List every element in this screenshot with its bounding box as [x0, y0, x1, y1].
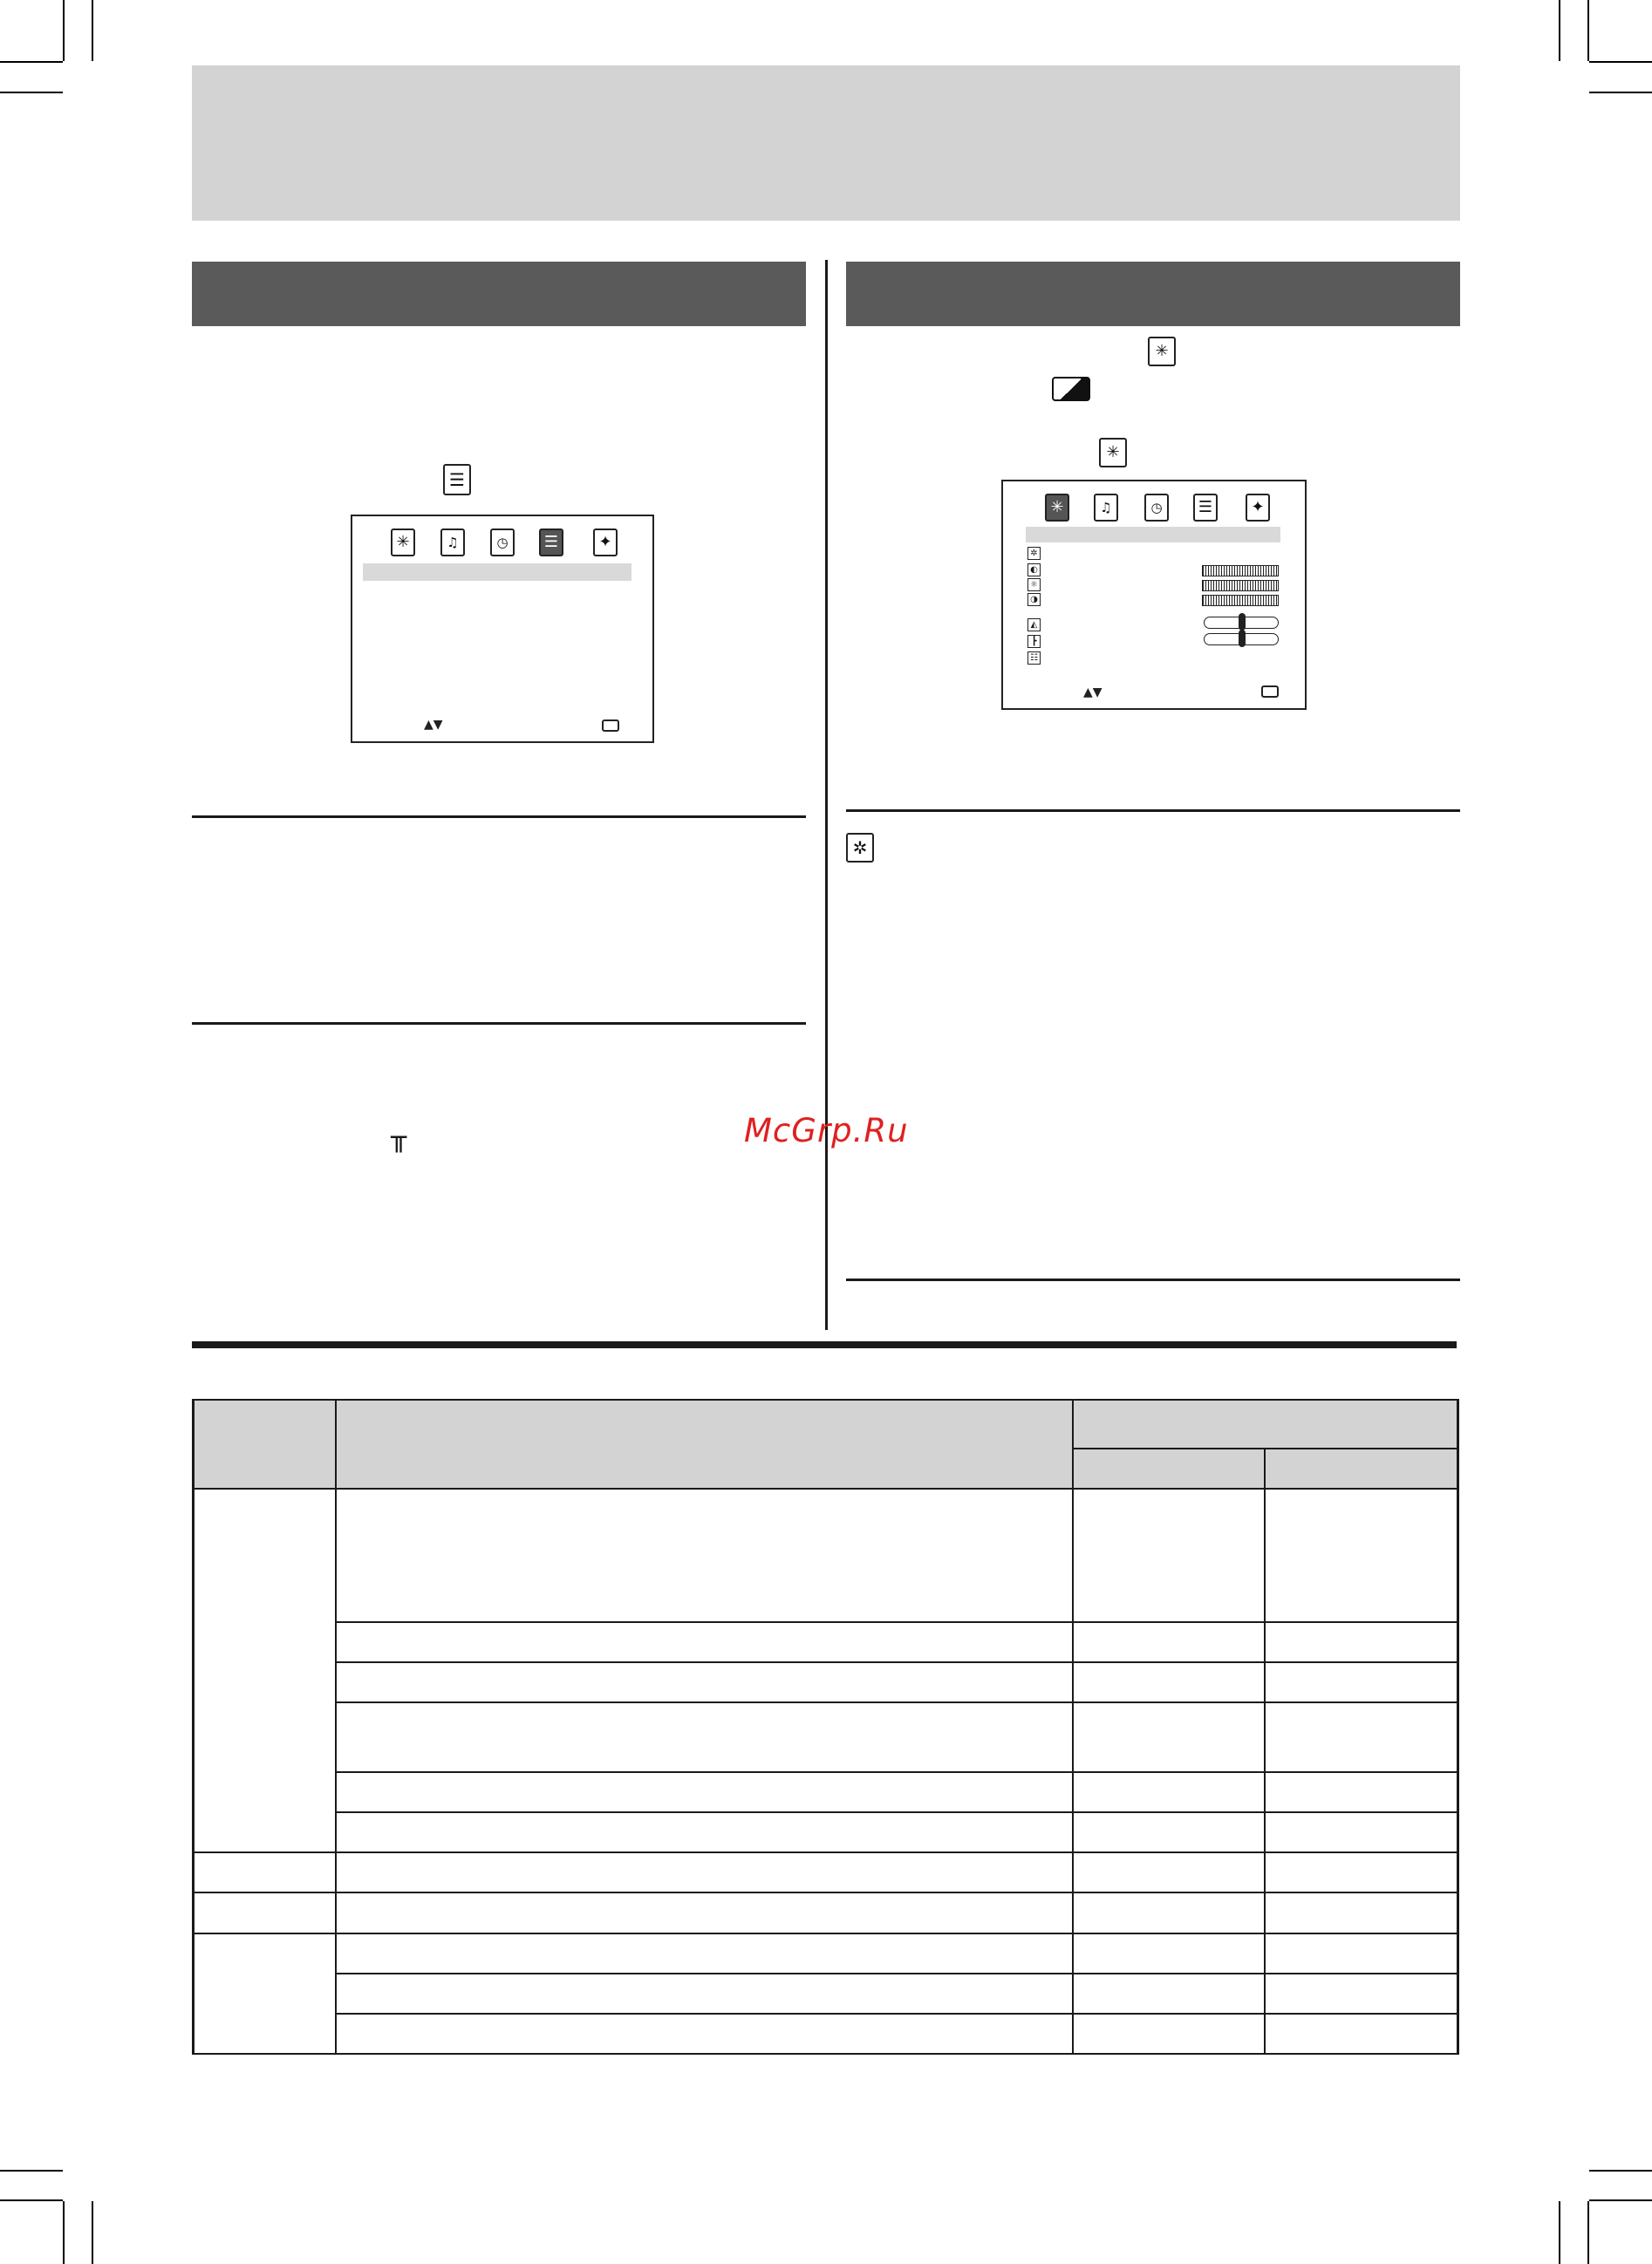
crop-mark	[1589, 61, 1652, 63]
setup-icon: ☰	[1193, 494, 1218, 522]
table-cell	[194, 1852, 336, 1892]
highlight-band	[1026, 527, 1280, 542]
table-cell	[1073, 1662, 1265, 1702]
settings-table	[192, 1399, 1459, 2055]
table-cell	[194, 1489, 336, 1852]
tint-icon: ┣	[1027, 635, 1041, 648]
contrast-icon: ◐	[1027, 563, 1041, 576]
table-cell	[336, 1812, 1073, 1852]
table-cell	[1265, 1812, 1458, 1852]
feature-icon: ✦	[1246, 494, 1270, 522]
table-header-row	[194, 1400, 1458, 1449]
picture-icon: ✳	[1099, 438, 1127, 467]
header-cell	[1265, 1449, 1458, 1489]
sharpness-icon: ◭	[1027, 618, 1041, 631]
table-cell	[1073, 1892, 1265, 1933]
brightness-level-bar	[1202, 580, 1279, 591]
table-cell	[1265, 1489, 1458, 1621]
table-row	[194, 1489, 1458, 1621]
table-cell	[1265, 1702, 1458, 1772]
table-cell	[336, 1933, 1073, 1974]
menu-button-icon	[602, 719, 619, 732]
table-cell	[336, 1974, 1073, 2014]
table-row	[194, 1852, 1458, 1892]
table-cell	[336, 1622, 1073, 1662]
table-cell	[1073, 1852, 1265, 1892]
table-cell	[194, 1933, 336, 2054]
timer-icon: ◷	[490, 528, 515, 556]
table-cell	[1265, 1974, 1458, 2014]
table-row	[194, 1702, 1458, 1772]
table-cell	[1073, 1933, 1265, 1974]
table-cell	[1073, 1974, 1265, 2014]
setup-icon: ☰	[539, 528, 563, 556]
crop-mark	[0, 92, 63, 93]
table-cell	[336, 1662, 1073, 1702]
table-cell	[1265, 1852, 1458, 1892]
picture-icon: ✳	[1148, 337, 1176, 366]
contrast-button-icon	[1052, 377, 1090, 401]
table-cell	[336, 2014, 1073, 2054]
right-section-header	[846, 262, 1460, 326]
timer-icon: ◷	[1144, 494, 1169, 522]
right-divider-2	[846, 1279, 1460, 1281]
table-cell	[1073, 2014, 1265, 2054]
left-divider-2	[192, 1022, 806, 1025]
tint-slider	[1204, 633, 1279, 645]
table-cell	[1265, 1662, 1458, 1702]
table-cell	[1073, 1622, 1265, 1662]
table-cell	[336, 1702, 1073, 1772]
brightness-icon: ☼	[1027, 578, 1041, 591]
crop-mark	[63, 2201, 65, 2264]
crop-mark	[1559, 2201, 1560, 2264]
column-divider	[825, 260, 828, 1330]
sharpness-slider	[1204, 617, 1279, 629]
left-section-header	[192, 262, 806, 326]
table-cell	[1265, 1933, 1458, 1974]
up-down-arrows: ▲▼	[424, 718, 443, 732]
table-cell	[336, 1772, 1073, 1812]
picture-icon: ✳	[391, 528, 415, 556]
table-cell	[1073, 1812, 1265, 1852]
header-cell	[336, 1400, 1073, 1489]
up-down-arrows: ▲▼	[1083, 685, 1102, 699]
antenna-icon: ╥	[391, 1122, 407, 1153]
picture-mode-icon: ✲	[1027, 547, 1041, 560]
setup-icon: ☰	[443, 464, 471, 495]
header-cell	[1073, 1400, 1458, 1449]
table-cell	[1265, 2014, 1458, 2054]
crop-mark	[1587, 0, 1589, 61]
table-row	[194, 2014, 1458, 2054]
right-divider-1	[846, 809, 1460, 812]
picture-mode-icon: ✲	[846, 833, 874, 863]
table-row	[194, 1933, 1458, 1974]
table-row	[194, 1974, 1458, 2014]
setup-osd-menu	[351, 515, 654, 743]
table-cell	[1073, 1702, 1265, 1772]
crop-mark	[92, 0, 93, 61]
picture-osd-menu	[1001, 480, 1307, 710]
crop-mark	[0, 61, 63, 63]
crop-mark	[1559, 0, 1560, 61]
sound-icon: ♫	[440, 528, 465, 556]
crop-mark	[1589, 2199, 1652, 2201]
colour-level-bar	[1202, 595, 1279, 606]
table-cell	[336, 1489, 1073, 1621]
table-cell	[1265, 1772, 1458, 1812]
page-header-band	[192, 65, 1460, 221]
table-cell	[1265, 1622, 1458, 1662]
advanced-icon: ☷	[1027, 651, 1041, 665]
crop-mark	[0, 2199, 63, 2201]
table-cell	[1073, 1489, 1265, 1621]
left-divider-1	[192, 815, 806, 818]
crop-mark	[1587, 2201, 1589, 2264]
table-cell	[1073, 1772, 1265, 1812]
crop-mark	[0, 2170, 63, 2172]
table-cell	[336, 1852, 1073, 1892]
crop-mark	[92, 2201, 93, 2264]
header-cell	[1073, 1449, 1265, 1489]
table-row	[194, 1812, 1458, 1852]
table-row	[194, 1662, 1458, 1702]
picture-icon: ✳	[1045, 494, 1069, 522]
colour-icon: ◑	[1027, 593, 1041, 606]
watermark: McGrp.Ru	[744, 1112, 909, 1149]
table-row	[194, 1622, 1458, 1662]
table-cell	[336, 1892, 1073, 1933]
table-cell	[1265, 1892, 1458, 1933]
feature-icon: ✦	[593, 528, 618, 556]
table-top-rule	[192, 1341, 1457, 1348]
highlight-band	[363, 563, 631, 581]
crop-mark	[1589, 92, 1652, 93]
table-cell	[194, 1892, 336, 1933]
contrast-level-bar	[1202, 565, 1279, 576]
header-cell	[194, 1400, 336, 1489]
menu-button-icon	[1261, 685, 1279, 698]
crop-mark	[63, 0, 65, 61]
table-row	[194, 1892, 1458, 1933]
crop-mark	[1589, 2170, 1652, 2172]
table-row	[194, 1772, 1458, 1812]
sound-icon: ♫	[1094, 494, 1118, 522]
